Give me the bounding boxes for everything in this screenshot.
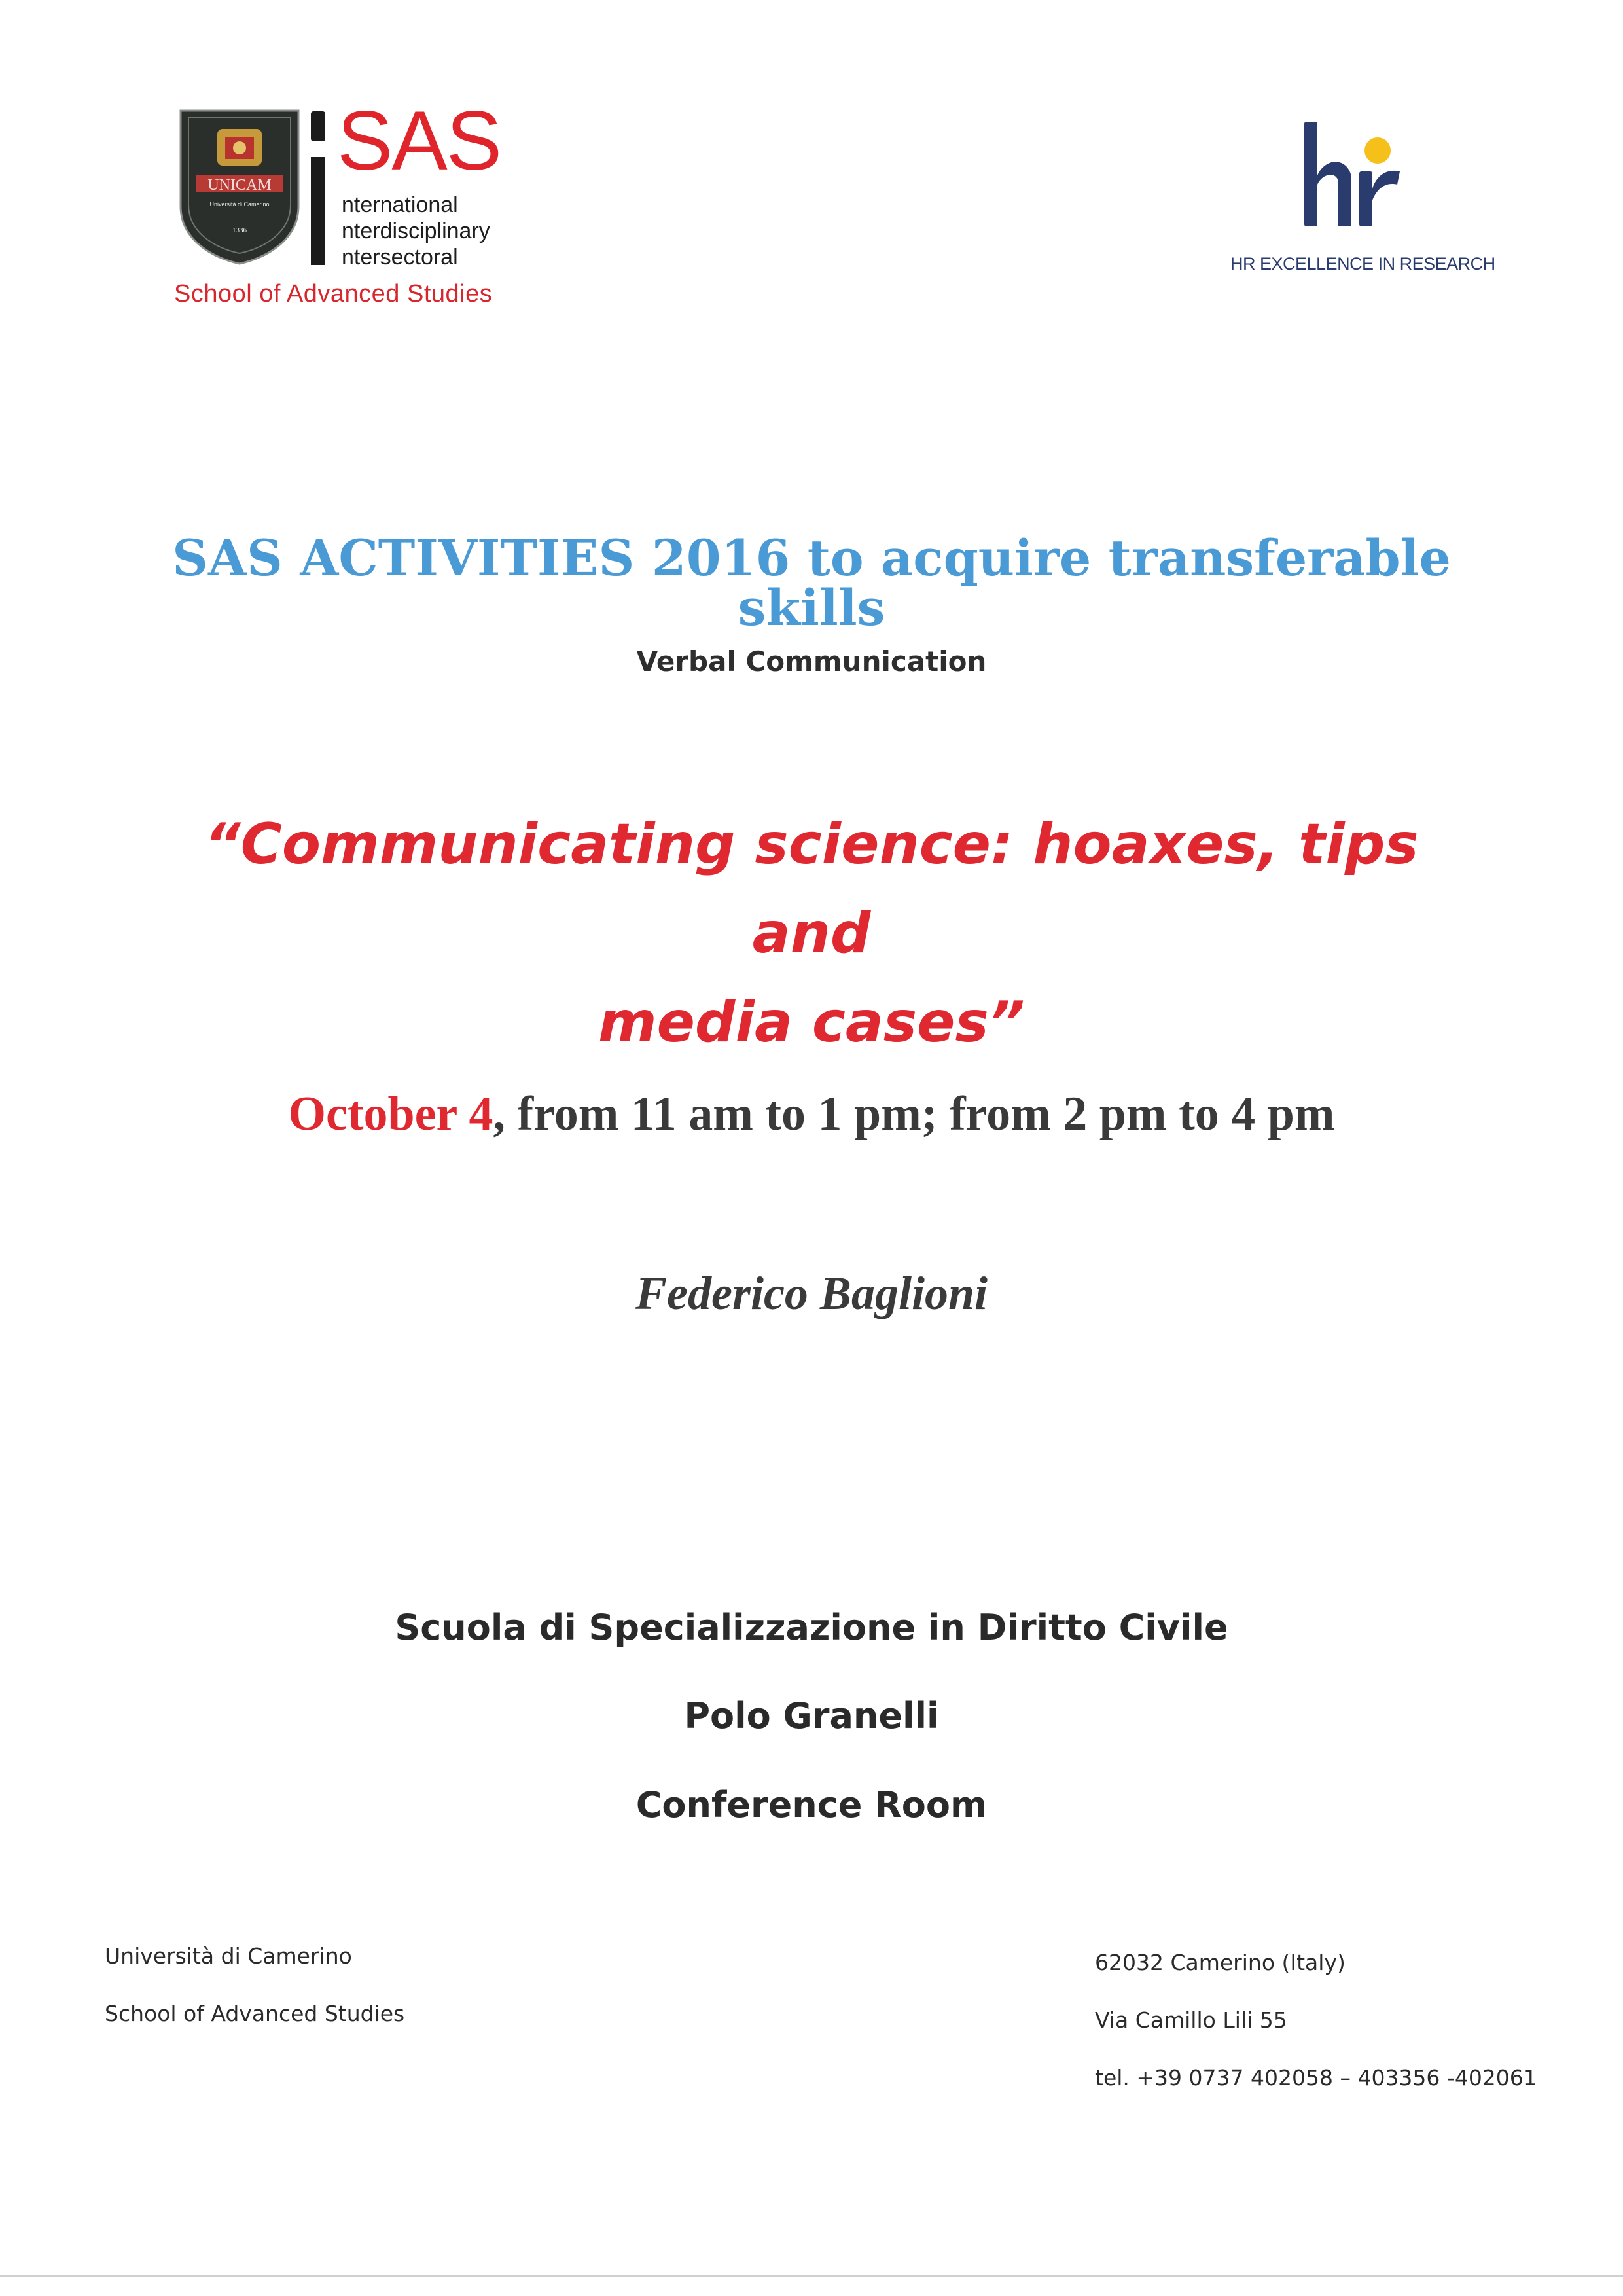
- footer-school: School of Advanced Studies: [105, 2001, 405, 2026]
- hr-excellence-caption: HR EXCELLENCE IN RESEARCH: [1230, 254, 1495, 274]
- talk-title-line-2: media cases”: [597, 990, 1026, 1055]
- venue-room: Conference Room: [635, 1784, 988, 1825]
- footer-university: Università di Camerino: [105, 1943, 352, 1969]
- isas-wordmark: SAS: [337, 94, 501, 188]
- unicam-shield-subtext: Università di Camerino: [209, 201, 270, 207]
- unicam-shield-icon: [177, 108, 302, 265]
- isas-i-bar: [311, 157, 325, 265]
- isas-school-name: School of Advanced Studies: [174, 280, 493, 308]
- isas-line-interdisciplinary: nterdisciplinary: [342, 219, 490, 243]
- footer-phone: tel. +39 0737 402058 – 403356 -402061: [1095, 2065, 1537, 2090]
- schedule-times: , from 11 am to 1 pm; from 2 pm to 4 pm: [493, 1087, 1335, 1141]
- footer-city: 62032 Camerino (Italy): [1095, 1950, 1346, 1975]
- schedule: [0, 1087, 1623, 1141]
- speaker-name: Federico Baglioni: [635, 1267, 988, 1319]
- schedule-date: October 4: [288, 1087, 493, 1141]
- hr-excellence-icon: [1299, 117, 1405, 231]
- activity-category: Verbal Communication: [636, 645, 987, 677]
- talk-title: [196, 800, 1427, 1067]
- isas-line-international: nternational: [342, 192, 458, 217]
- talk-title-line-1: “Communicating science: hoaxes, tips and: [204, 812, 1419, 966]
- unicam-shield-year: 1336: [232, 226, 247, 234]
- page-title: SAS ACTIVITIES 2016 to acquire transferable skills: [172, 529, 1451, 637]
- venue-building: Polo Granelli: [684, 1695, 939, 1736]
- footer-street: Via Camillo Lili 55: [1095, 2007, 1287, 2033]
- scan-edge-divider: [0, 2275, 1623, 2277]
- isas-line-intersectoral: ntersectoral: [342, 245, 458, 270]
- isas-i-dot: [311, 111, 325, 141]
- unicam-shield-label: UNICAM: [207, 177, 272, 194]
- venue-school: Scuola di Specializzazione in Diritto Civile: [395, 1607, 1228, 1648]
